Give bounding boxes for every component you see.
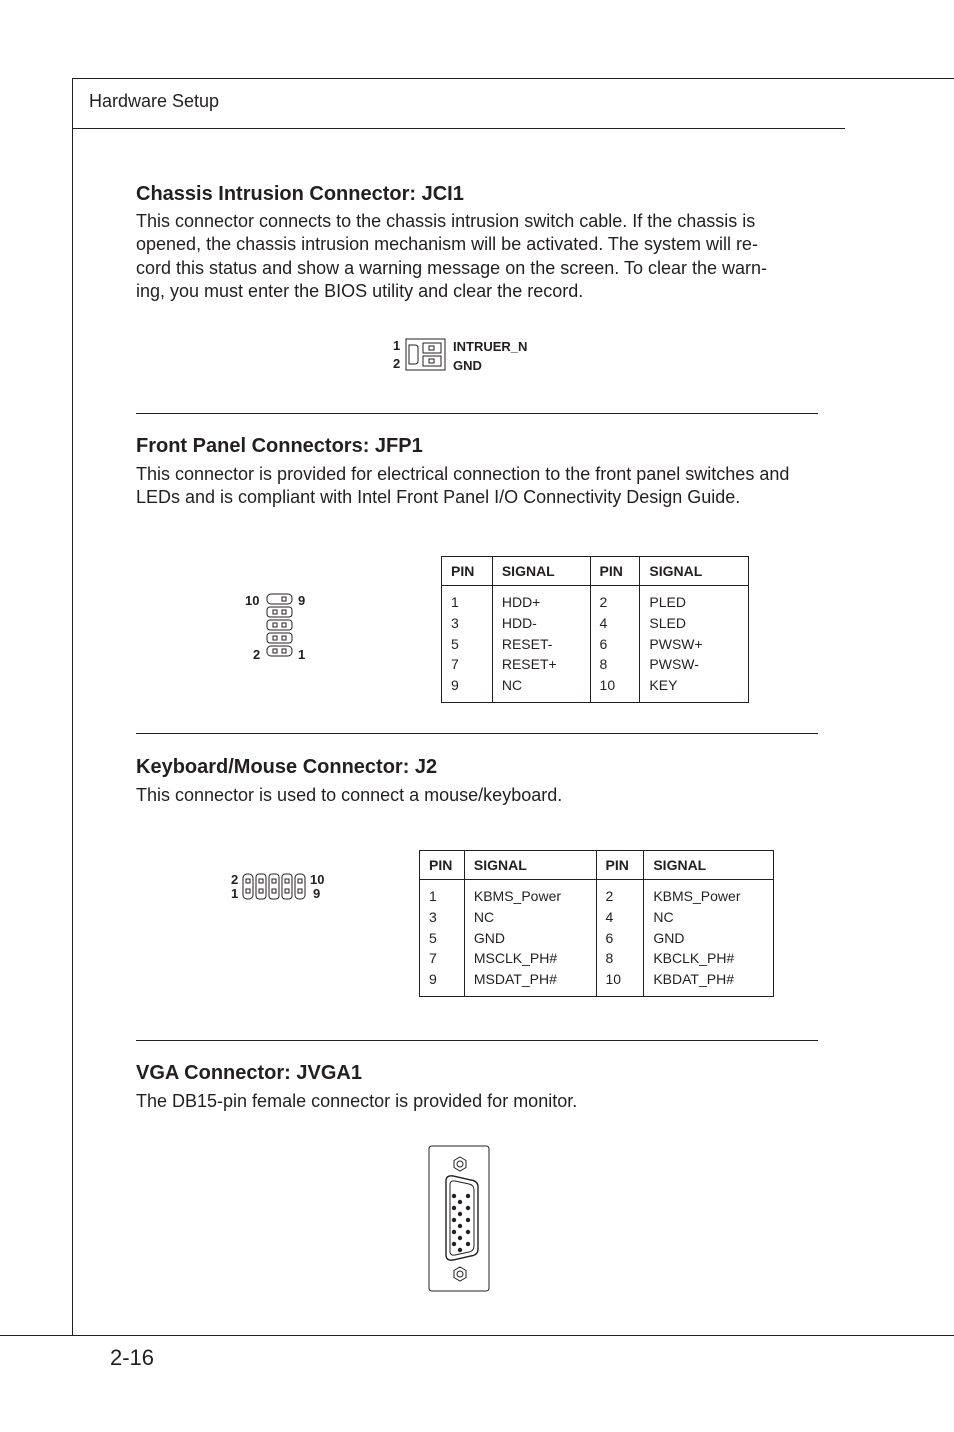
table-cell: 7 <box>429 950 437 967</box>
pin-column <box>442 586 493 703</box>
pin-column <box>420 880 465 997</box>
running-header: Hardware Setup <box>89 91 220 111</box>
table-cell: NC <box>501 677 523 694</box>
jci1-signal1-label: INTRUER_N <box>453 339 528 354</box>
jfp1-pin2-label: 2 <box>253 647 261 662</box>
signal-column <box>464 880 596 997</box>
j2-pin2-label: 2 <box>231 872 239 887</box>
j2-description <box>136 784 562 807</box>
table-cell: 8 <box>605 950 614 967</box>
jci1-line: ing, you must enter the BIOS utility and clear the record. <box>136 280 584 301</box>
table-cell: 8 <box>599 656 608 673</box>
jci1-title: Chassis Intrusion Connector: JCI1 <box>136 183 464 205</box>
header-bottom-rule <box>72 128 845 129</box>
jvga1-title: VGA Connector: JVGA1 <box>136 1062 362 1084</box>
table-cell: 6 <box>599 635 608 652</box>
table-header-cell: PIN <box>596 851 644 880</box>
table-cell: 2 <box>605 888 614 904</box>
table-cell: 4 <box>605 908 614 925</box>
jci1-pin2-label: 2 <box>393 356 401 371</box>
table-cell: 1 <box>451 594 459 610</box>
table-header-cell: PIN <box>590 557 640 586</box>
table-cell: 3 <box>429 908 437 925</box>
jfp1-pin9-label: 9 <box>298 593 306 608</box>
jfp1-line: This connector is provided for electrical connection to the front panel switches and <box>136 464 790 484</box>
vga-db15-connector-drawing <box>428 1145 492 1293</box>
table-cell: 1 <box>429 888 437 904</box>
signal-column <box>492 586 590 703</box>
jci1-header-shape <box>405 338 447 372</box>
table-cell: 5 <box>451 635 459 652</box>
table-cell: GND <box>653 929 685 946</box>
section-divider <box>136 733 818 734</box>
table-cell: GND <box>473 929 505 946</box>
signal-column <box>644 880 774 997</box>
table-cell: 5 <box>429 929 437 946</box>
page-number: 2-16 <box>110 1345 155 1370</box>
jfp1-pin-table <box>441 556 749 703</box>
table-cell: KBMS_Power <box>473 888 562 904</box>
pin-column <box>596 880 644 997</box>
table-cell: 4 <box>599 614 608 631</box>
pin-column <box>590 586 640 703</box>
jci1-pin1-label: 1 <box>393 338 401 353</box>
table-cell: PLED <box>649 594 686 610</box>
page-left-rule <box>72 78 73 1336</box>
table-header-cell: SIGNAL <box>644 851 774 880</box>
table-cell: KBCLK_PH# <box>653 950 735 967</box>
j2-pin10-label: 10 <box>310 872 325 887</box>
jfp1-title: Front Panel Connectors: JFP1 <box>136 435 423 457</box>
table-cell: KBDAT_PH# <box>653 971 735 988</box>
table-cell: PWSW- <box>649 656 699 673</box>
table-cell: 10 <box>605 971 622 988</box>
jfp1-pin10-label: 10 <box>245 593 260 608</box>
table-header-cell: SIGNAL <box>640 557 749 586</box>
table-cell: NC <box>653 908 674 925</box>
jci1-line: cord this status and show a warning message on the screen. To clear the warn- <box>136 257 768 278</box>
table-cell: NC <box>473 908 495 925</box>
table-cell: KEY <box>649 677 678 694</box>
table-cell: 9 <box>429 971 437 988</box>
jci1-signal2-label: GND <box>453 358 482 373</box>
jfp1-pin1-label: 1 <box>298 647 306 662</box>
jfp1-header-shape <box>265 592 295 662</box>
jvga1-description <box>136 1090 577 1113</box>
table-cell: MSDAT_PH# <box>473 971 557 988</box>
jvga1-line: The DB15-pin female connector is provided for monitor. <box>136 1091 578 1111</box>
jfp1-description <box>136 463 789 510</box>
table-cell: 9 <box>451 677 459 694</box>
table-header-cell: SIGNAL <box>492 557 590 586</box>
table-cell: 3 <box>451 614 459 631</box>
footer-rule <box>0 1335 954 1336</box>
table-row <box>420 880 774 997</box>
table-header-row <box>442 557 749 586</box>
table-cell: HDD+ <box>501 594 541 610</box>
table-header-cell: SIGNAL <box>464 851 596 880</box>
table-cell: RESET- <box>501 635 553 652</box>
table-cell: MSCLK_PH# <box>473 950 558 967</box>
signal-column <box>640 586 749 703</box>
table-header-cell: PIN <box>420 851 465 880</box>
j2-pin9-label: 9 <box>313 886 321 901</box>
table-header-cell: PIN <box>442 557 493 586</box>
table-cell: RESET+ <box>501 656 557 673</box>
j2-pin-table <box>419 850 774 997</box>
jci1-line: This connector connects to the chassis intrusion switch cable. If the chassis is <box>136 211 756 231</box>
table-cell: 2 <box>599 594 608 610</box>
table-header-row <box>420 851 774 880</box>
section-divider <box>136 1040 818 1041</box>
j2-pin1-label: 1 <box>231 886 239 901</box>
j2-line: This connector is used to connect a mouse/keyboard. <box>136 785 563 805</box>
table-cell: 7 <box>451 656 459 673</box>
table-cell: SLED <box>649 614 686 631</box>
table-cell: KBMS_Power <box>653 888 741 904</box>
jfp1-line: LEDs and is compliant with Intel Front Panel I/O Connectivity Design Guide. <box>136 487 741 508</box>
table-cell: 6 <box>605 929 614 946</box>
jci1-line: opened, the chassis intrusion mechanism will be activated. The system will re- <box>136 234 758 255</box>
j2-header-shape <box>241 872 311 902</box>
jci1-description <box>136 210 817 303</box>
table-cell: HDD- <box>501 614 537 631</box>
j2-title: Keyboard/Mouse Connector: J2 <box>136 756 438 778</box>
section-divider <box>136 413 818 414</box>
table-row <box>442 586 749 703</box>
header-top-rule <box>72 78 954 79</box>
table-cell: 10 <box>599 677 616 694</box>
table-cell: PWSW+ <box>649 635 703 652</box>
